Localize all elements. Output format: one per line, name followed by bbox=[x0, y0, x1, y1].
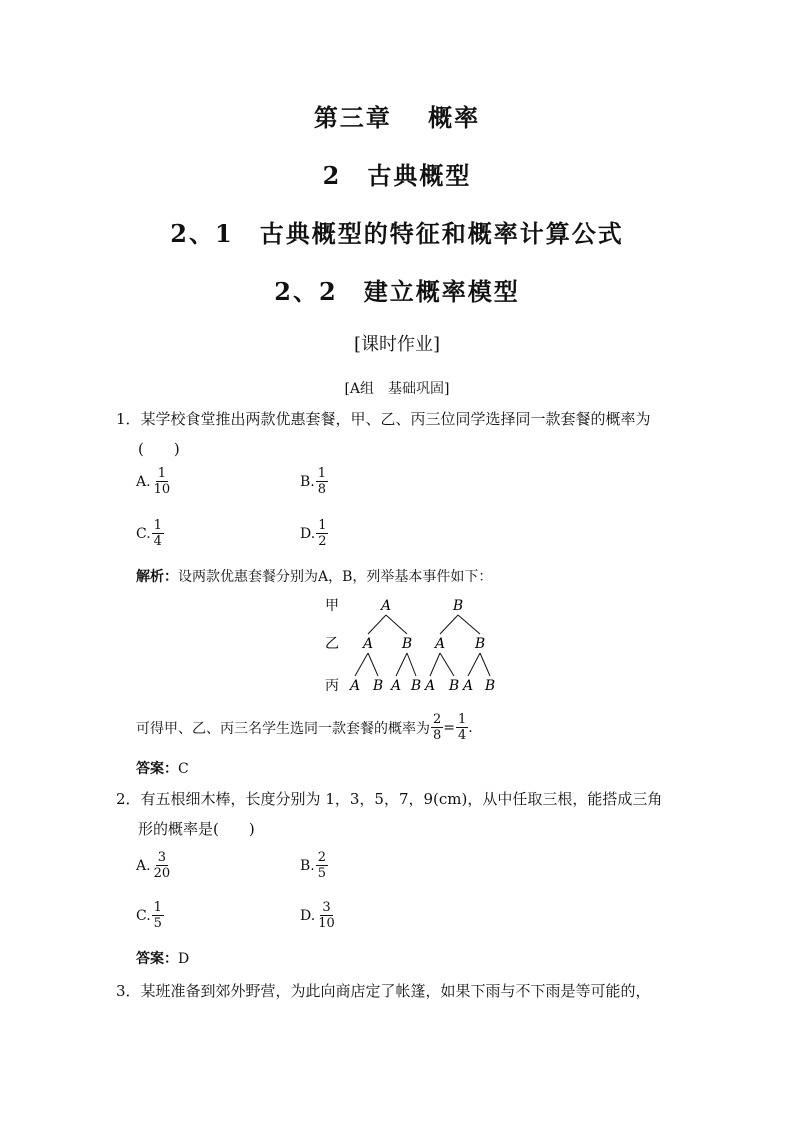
row-label-bing: 丙 bbox=[325, 678, 339, 694]
tree-node-level2: B bbox=[474, 636, 486, 652]
answer-value: C bbox=[178, 761, 189, 777]
numerator: 1 bbox=[157, 466, 166, 481]
q2-option-c bbox=[136, 900, 164, 931]
q2-stem-line2: 形的概率是( ) bbox=[138, 820, 255, 838]
tree-nodes bbox=[348, 598, 495, 694]
answer-value: D bbox=[178, 951, 190, 967]
q1-analysis bbox=[136, 566, 492, 586]
denominator: 10 bbox=[318, 916, 335, 931]
tree-edges bbox=[355, 615, 490, 676]
option-label: A. bbox=[136, 473, 151, 490]
option-fraction bbox=[152, 900, 164, 931]
tree-edge bbox=[368, 615, 386, 634]
tree-node-level1: B bbox=[452, 598, 464, 614]
row-label-jia: 甲 bbox=[325, 598, 339, 614]
analysis-label: 解析： bbox=[136, 569, 178, 585]
q2-option-b bbox=[300, 850, 328, 881]
option-fraction bbox=[152, 466, 173, 497]
answer-label: 答案： bbox=[136, 951, 178, 967]
numerator: 1 bbox=[153, 900, 162, 915]
q2-stem-line1: 2．有五根细木棒，长度分别为 1，3，5，7，9(cm)，从中任取三根，能搭成三角 bbox=[116, 790, 663, 808]
analysis-text: 设两款优惠套餐分别为A，B，列举基本事件如下： bbox=[178, 569, 493, 585]
q2-option-a bbox=[136, 850, 172, 881]
tree-edge bbox=[407, 653, 416, 676]
tree-node-level3: A bbox=[349, 678, 361, 694]
tree-node-level1: A bbox=[380, 598, 392, 614]
row-label-yi: 乙 bbox=[325, 636, 339, 652]
option-label: D. bbox=[300, 907, 316, 924]
conclusion-fraction-1 bbox=[431, 712, 443, 743]
option-fraction bbox=[152, 850, 173, 881]
chapter-title: 第三章 概率 bbox=[313, 103, 481, 132]
q1-conclusion bbox=[136, 712, 473, 743]
tree-edge bbox=[355, 653, 368, 676]
tree-node-level2: B bbox=[401, 636, 413, 652]
group-a-label: [A组 基础巩固] bbox=[344, 381, 450, 397]
tree-edge bbox=[480, 653, 490, 676]
option-label: C. bbox=[136, 907, 151, 924]
numerator: 3 bbox=[157, 850, 166, 865]
conclusion-end: . bbox=[468, 719, 473, 736]
tree-node-level3: B bbox=[372, 678, 384, 694]
q2-option-d bbox=[300, 900, 337, 931]
tree-node-level3: A bbox=[424, 678, 436, 694]
denominator: 8 bbox=[317, 482, 327, 497]
tree-edge bbox=[440, 653, 454, 676]
tree-node-level3: B bbox=[448, 678, 460, 694]
q1-answer bbox=[136, 758, 189, 778]
q1-option-b bbox=[300, 466, 328, 497]
option-label: D. bbox=[300, 525, 316, 542]
option-label: B. bbox=[300, 473, 315, 490]
subsection-title-2: 2、2 建立概率模型 bbox=[274, 277, 520, 306]
homework-label: [课时作业] bbox=[353, 334, 441, 355]
tree-edge bbox=[396, 653, 407, 676]
numerator: 1 bbox=[153, 518, 162, 533]
q3-stem-line1: 3．某班准备到郊外野营，为此向商店定了帐篷，如果下雨与不下雨是等可能的， bbox=[116, 982, 651, 1000]
denominator: 20 bbox=[153, 866, 171, 881]
q1-option-d bbox=[300, 518, 328, 549]
option-label: A. bbox=[136, 857, 151, 874]
answer-label: 答案： bbox=[136, 761, 178, 777]
tree-diagram bbox=[310, 592, 520, 700]
numerator: 1 bbox=[317, 466, 327, 481]
option-fraction bbox=[316, 850, 328, 881]
denominator: 4 bbox=[153, 534, 162, 549]
equals-sign: = bbox=[443, 719, 456, 736]
option-label: C. bbox=[136, 525, 151, 542]
numerator: 1 bbox=[458, 712, 467, 727]
denominator: 4 bbox=[458, 728, 467, 743]
tree-node-level3: A bbox=[462, 678, 474, 694]
tree-edge bbox=[430, 653, 440, 676]
option-fraction bbox=[316, 466, 328, 497]
numerator: 3 bbox=[322, 900, 331, 915]
q1-option-a bbox=[136, 466, 172, 497]
tree-edge bbox=[440, 615, 458, 634]
q1-stem-line1: 1．某学校食堂推出两款优惠套餐，甲、乙、丙三位同学选择同一款套餐的概率为 bbox=[116, 410, 651, 428]
numerator: 2 bbox=[433, 712, 442, 727]
q1-option-c bbox=[136, 518, 164, 549]
q1-stem-line2: ( ) bbox=[138, 440, 180, 458]
numerator: 1 bbox=[318, 518, 327, 533]
tree-node-level2: A bbox=[434, 636, 446, 652]
option-fraction bbox=[316, 900, 337, 931]
option-fraction bbox=[316, 518, 328, 549]
tree-edge bbox=[468, 653, 480, 676]
denominator: 5 bbox=[153, 916, 162, 931]
denominator: 10 bbox=[153, 482, 171, 497]
tree-edge bbox=[458, 615, 480, 634]
option-label: B. bbox=[300, 857, 315, 874]
subsection-title-1: 2、1 古典概型的特征和概率计算公式 bbox=[170, 219, 624, 248]
tree-node-level3: A bbox=[390, 678, 402, 694]
q2-answer bbox=[136, 948, 189, 968]
option-fraction bbox=[152, 518, 164, 549]
section-title: 2 古典概型 bbox=[322, 161, 472, 190]
tree-edge bbox=[368, 653, 378, 676]
denominator: 8 bbox=[433, 728, 442, 743]
conclusion-text: 可得甲、乙、丙三名学生选同一款套餐的概率为 bbox=[136, 720, 430, 737]
tree-edge bbox=[386, 615, 407, 634]
denominator: 5 bbox=[317, 866, 327, 881]
numerator: 2 bbox=[317, 850, 327, 865]
tree-node-level3: B bbox=[410, 678, 422, 694]
denominator: 2 bbox=[318, 534, 327, 549]
tree-node-level3: B bbox=[484, 678, 496, 694]
conclusion-fraction-2 bbox=[456, 712, 468, 743]
tree-node-level2: A bbox=[362, 636, 374, 652]
